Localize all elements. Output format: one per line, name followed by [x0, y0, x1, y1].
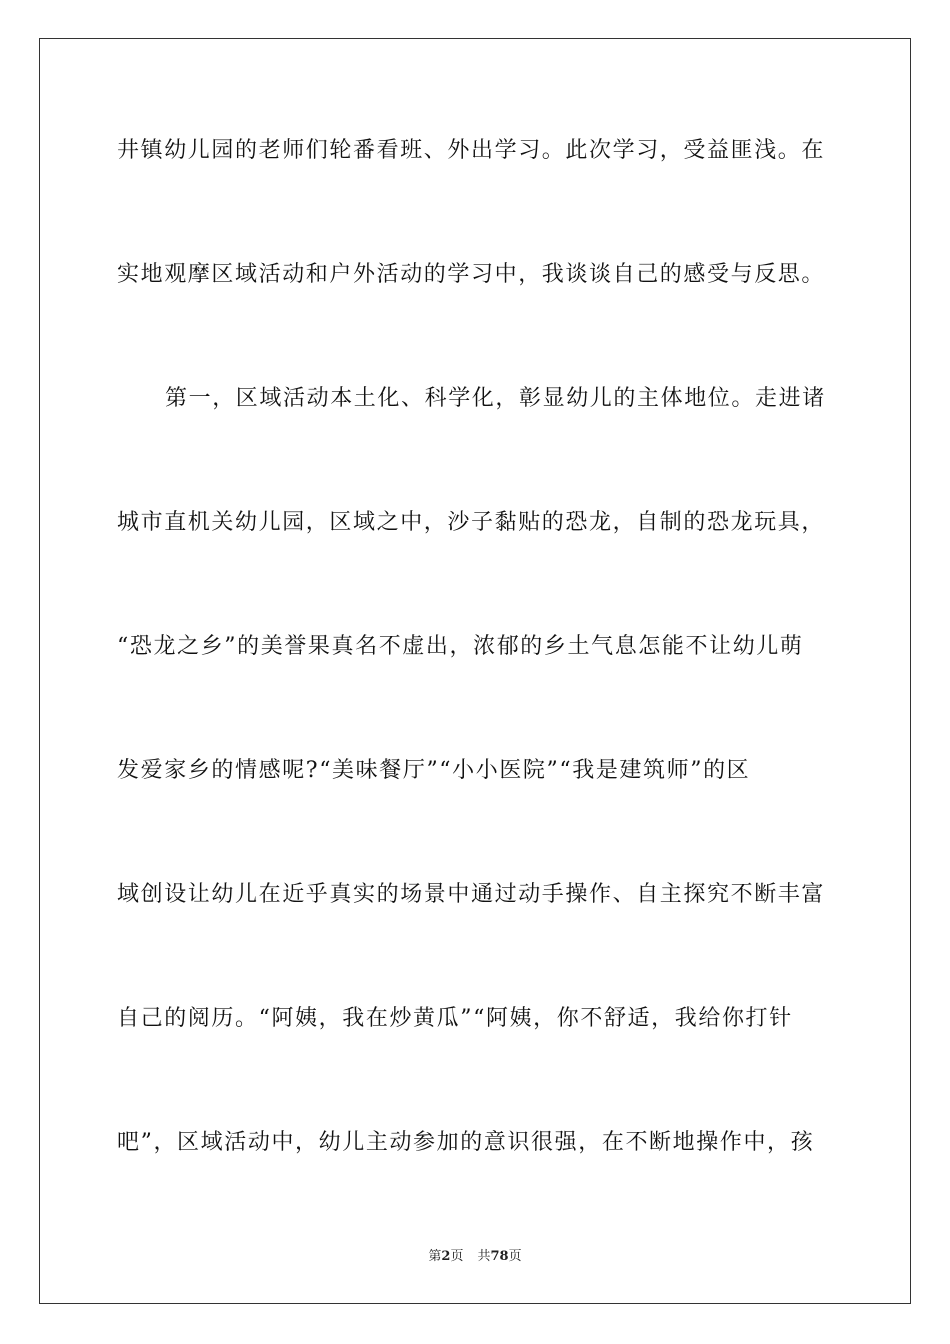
- paragraph-line-7: 域创设让幼儿在近乎真实的场景中通过动手操作、自主探究不断丰富: [117, 882, 826, 907]
- page-number: 2: [441, 1249, 451, 1264]
- paragraph-line-3: 第一，区域活动本土化、科学化，彰显幼儿的主体地位。走进诸: [165, 386, 826, 411]
- page-prefix: 第: [428, 1249, 442, 1264]
- total-suffix: 页: [508, 1249, 522, 1264]
- page-suffix: 页: [450, 1249, 464, 1264]
- page-border: [39, 38, 911, 1304]
- page-footer: [0, 1248, 950, 1266]
- paragraph-line-8: 自己的阅历。“阿姨，我在炒黄瓜”“阿姨，你不舒适，我给你打针: [117, 1006, 793, 1031]
- paragraph-line-5: “恐龙之乡”的美誉果真名不虚出，浓郁的乡土气息怎能不让幼儿萌: [117, 634, 804, 659]
- paragraph-line-4: 城市直机关幼儿园，区域之中，沙子黏贴的恐龙，自制的恐龙玩具，: [117, 510, 826, 535]
- paragraph-line-6: 发爱家乡的情感呢?“美味餐厅”“小小医院”“我是建筑师”的区: [117, 758, 751, 783]
- paragraph-line-9: 吧”，区域活动中，幼儿主动参加的意识很强，在不断地操作中，孩: [117, 1130, 815, 1155]
- total-prefix: 共: [477, 1249, 491, 1264]
- total-pages: 78: [490, 1249, 509, 1264]
- paragraph-line-2: 实地观摩区域活动和户外活动的学习中，我谈谈自己的感受与反思。: [117, 262, 826, 287]
- paragraph-line-1: 井镇幼儿园的老师们轮番看班、外出学习。此次学习，受益匪浅。在: [117, 138, 826, 163]
